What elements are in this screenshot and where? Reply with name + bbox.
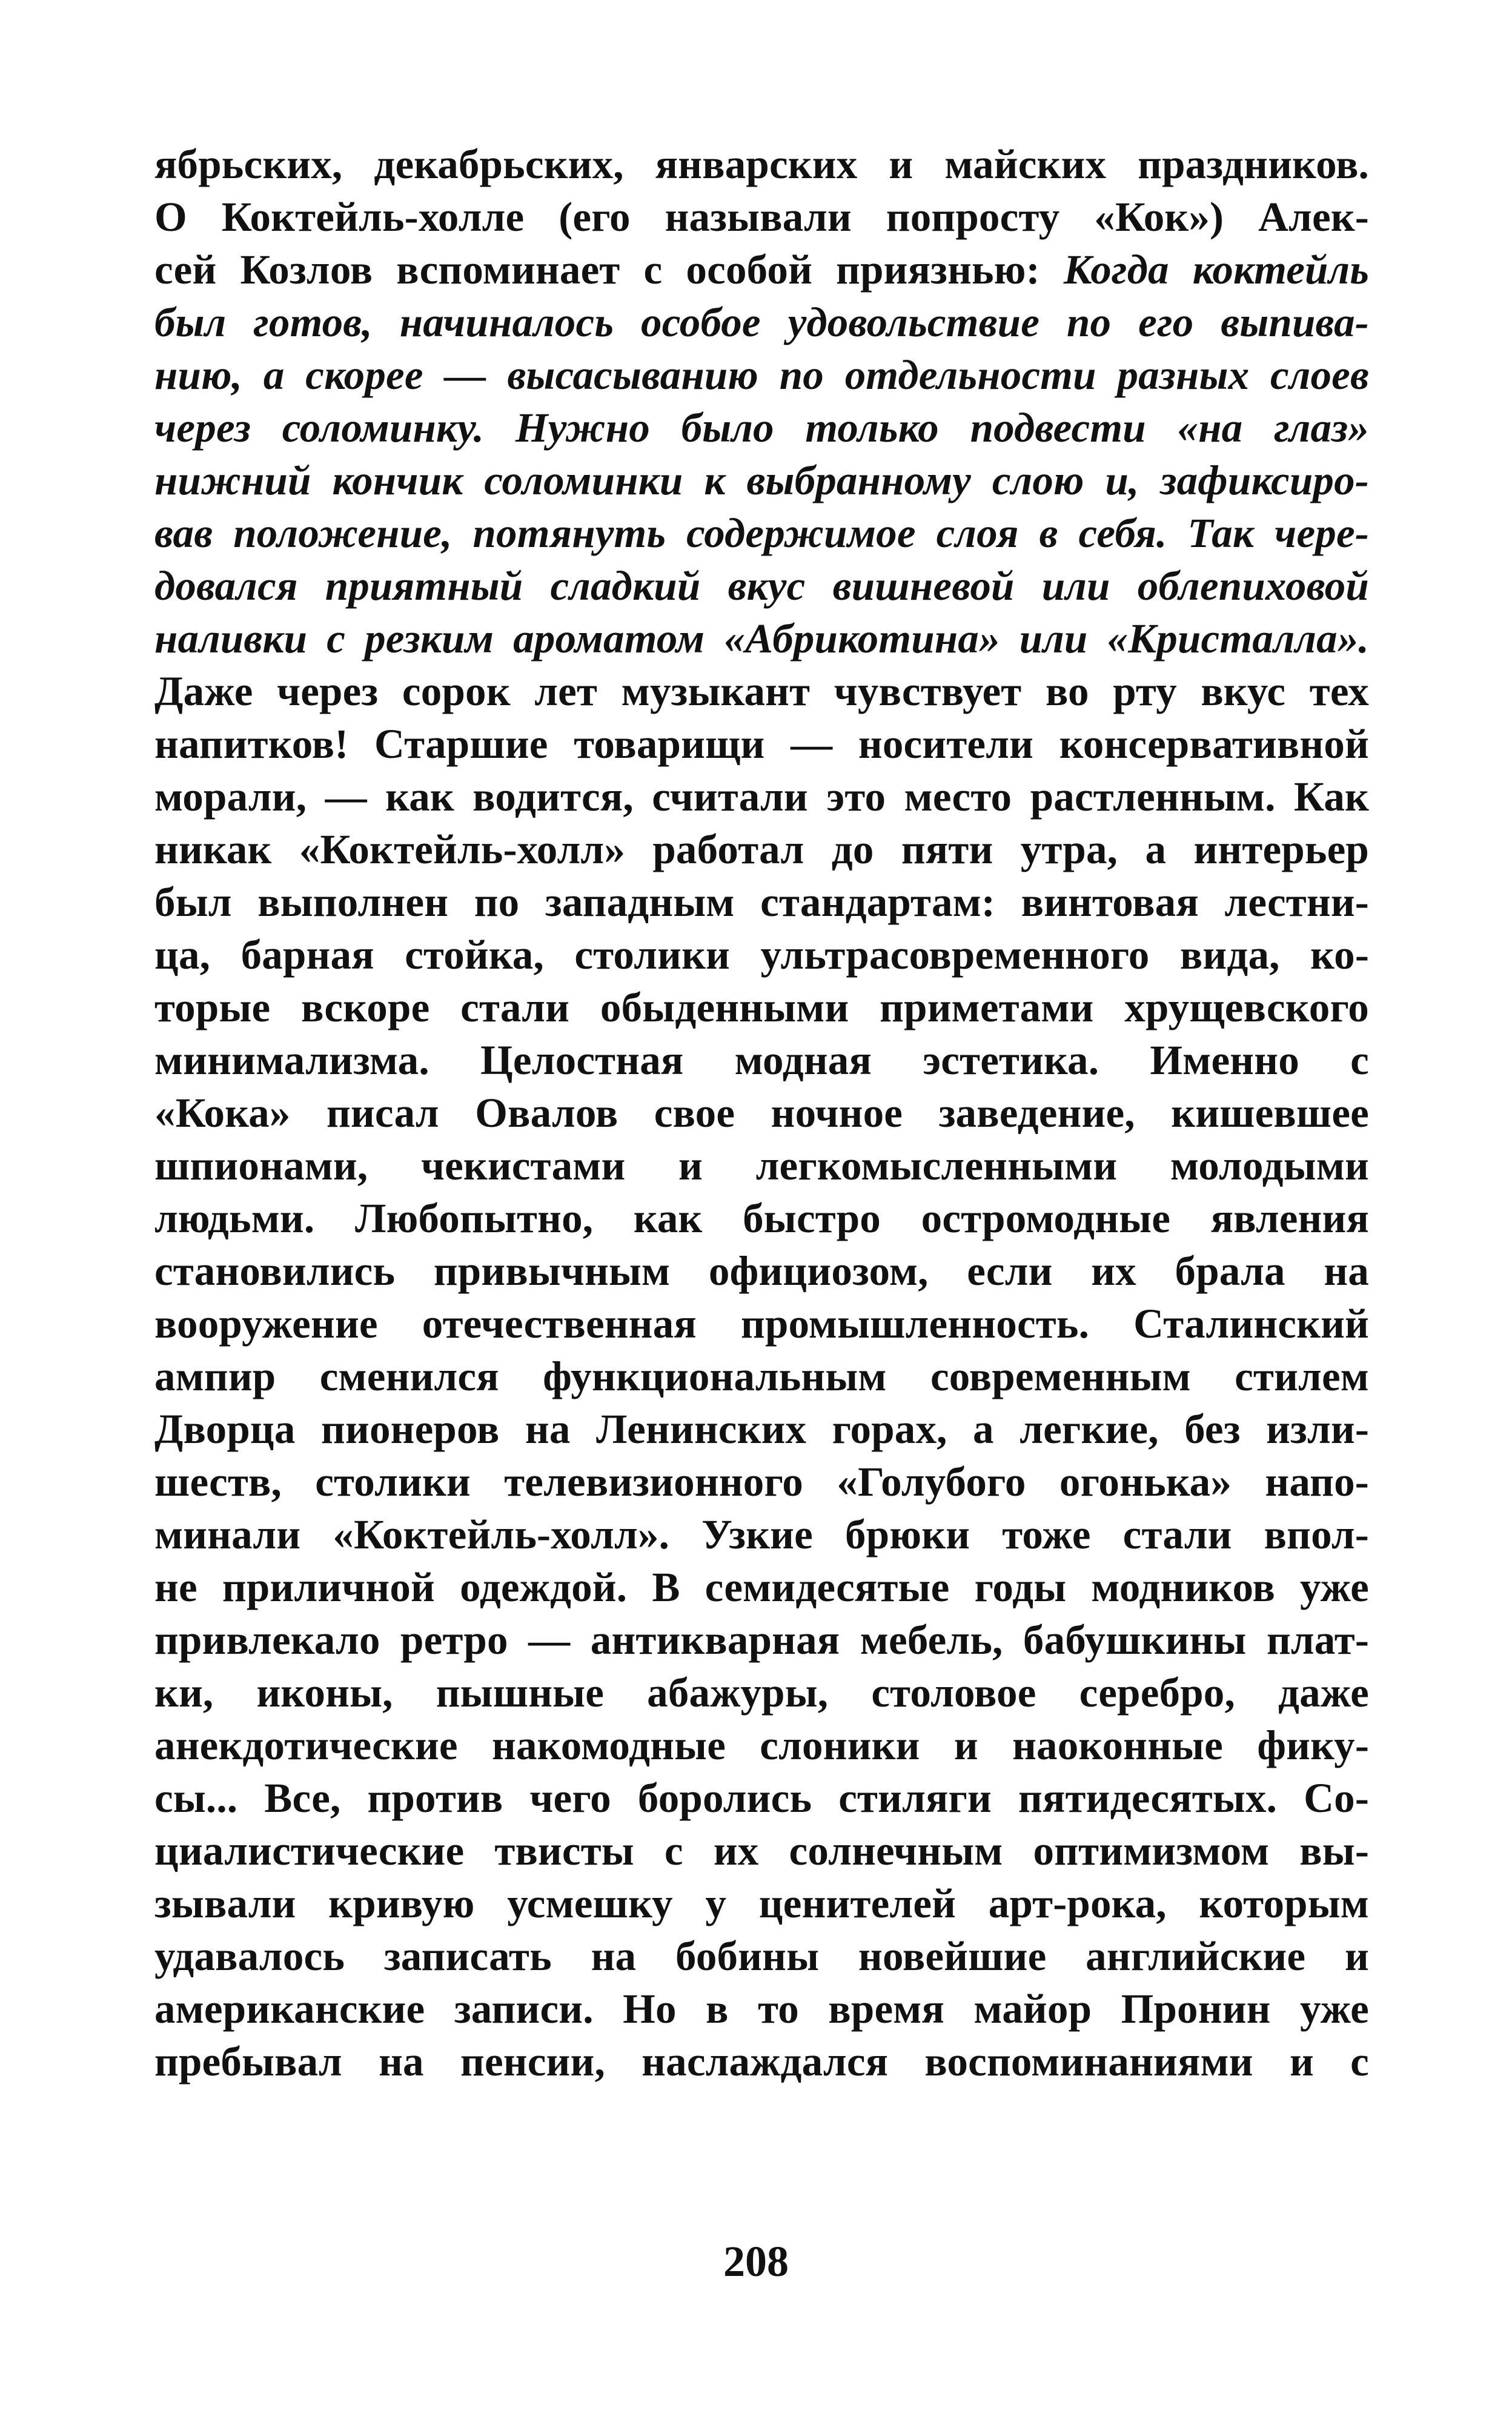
text-line: [154, 1508, 1369, 1561]
text-segment: Дворца пионеров на Ленинских горах, а легкие, без изли-: [154, 1406, 1369, 1452]
text-segment: удавалось записать на бобины новейшие английские и: [154, 1933, 1369, 1979]
text-line: [154, 665, 1369, 718]
page-number: 208: [723, 2237, 789, 2286]
text-line: [154, 612, 1369, 665]
italic-quote-segment: был готов, начиналось особое удовольствие по его выпива-: [154, 299, 1369, 345]
text-segment: «Кока» писал Овалов свое ночное заведение, кишевшее: [154, 1090, 1369, 1136]
text-segment: торые вскоре стали обыденными приметами хрущевского: [154, 984, 1369, 1030]
text-line: [154, 138, 1369, 191]
text-segment: был выполнен по западным стандартам: винтовая лестни-: [154, 879, 1369, 925]
text-line: [154, 1877, 1369, 1930]
text-line: [154, 1667, 1369, 1719]
text-segment: никак «Коктейль-холл» работал до пяти утра, а интерьер: [154, 826, 1369, 872]
text-line: [154, 507, 1369, 560]
text-line: [154, 1719, 1369, 1772]
text-line: [154, 1403, 1369, 1456]
italic-quote-segment: вав положение, потянуть содержимое слоя в себя. Так чере-: [154, 510, 1369, 556]
text-line: [154, 1087, 1369, 1139]
text-line: [154, 823, 1369, 876]
text-line: [154, 929, 1369, 981]
text-segment: шеств, столики телевизионного «Голубого огонька» напо-: [154, 1459, 1369, 1505]
text-segment: пребывал на пенсии, наслаждался воспоминаниями и с: [154, 2038, 1369, 2085]
text-segment: циалистические твисты с их солнечным оптимизмом вы-: [154, 1828, 1369, 1874]
text-line: [154, 981, 1369, 1034]
text-segment: напитков! Старшие товарищи — носители консервативной: [154, 721, 1369, 767]
text-segment: шпионами, чекистами и легкомысленными молодыми: [154, 1143, 1369, 1189]
text-line: [154, 244, 1369, 296]
italic-quote-segment: через соломинку. Нужно было только подвести «на глаз»: [154, 405, 1369, 451]
text-line: [154, 876, 1369, 929]
text-segment: сы... Все, против чего боролись стиляги пятидесятых. Со-: [154, 1775, 1369, 1821]
text-segment: морали, — как водится, считали это место растленным. Как: [154, 774, 1369, 820]
text-segment: ки, иконы, пышные абажуры, столовое серебро, даже: [154, 1670, 1369, 1716]
text-line: [154, 560, 1369, 612]
text-segment: американские записи. Но в то время майор Пронин уже: [154, 1986, 1369, 2032]
text-line: [154, 1561, 1369, 1614]
text-line: [154, 1298, 1369, 1350]
text-segment: людьми. Любопытно, как быстро остромодные явления: [154, 1195, 1369, 1241]
text-segment: вооружение отечественная промышленность. Сталинский: [154, 1301, 1369, 1347]
text-segment: зывали кривую усмешку у ценителей арт-рока, которым: [154, 1880, 1369, 1926]
text-segment: сей Козлов вспоминает с особой приязнью:: [154, 247, 1064, 293]
text-line: [154, 1930, 1369, 1983]
text-segment: анекдотические накомодные слоники и наоконные фику-: [154, 1722, 1369, 1768]
text-segment: минимализма. Целостная модная эстетика. Именно с: [154, 1037, 1369, 1083]
text-line: [154, 1456, 1369, 1508]
italic-quote-segment: Когда коктейль: [1063, 247, 1369, 293]
text-line: [154, 2035, 1369, 2088]
text-line: [154, 402, 1369, 454]
text-segment: становились привычным официозом, если их брала на: [154, 1248, 1369, 1294]
text-line: [154, 771, 1369, 823]
text-segment: не приличной одеждой. В семидесятые годы модников уже: [154, 1564, 1369, 1610]
text-segment: ампир сменился функциональным современным стилем: [154, 1353, 1369, 1399]
text-segment: привлекало ретро — антикварная мебель, бабушкины плат-: [154, 1617, 1369, 1663]
text-line: [154, 1139, 1369, 1192]
text-line: [154, 1825, 1369, 1877]
text-line: [154, 1192, 1369, 1245]
italic-quote-segment: нию, а скорее — высасыванию по отдельности разных слоев: [154, 352, 1369, 398]
text-segment: О Коктейль-холле (его называли попросту «Кок») Алек-: [154, 194, 1369, 240]
italic-quote-segment: наливки с резким ароматом «Абрикотина» или «Кристалла».: [154, 615, 1369, 662]
text-line: [154, 1350, 1369, 1403]
text-line: [154, 191, 1369, 244]
text-segment: минали «Коктейль-холл». Узкие брюки тоже стали впол-: [154, 1511, 1369, 1557]
text-segment: ца, барная стойка, столики ультрасовременного вида, ко-: [154, 932, 1369, 978]
italic-quote-segment: нижний кончик соломинки к выбранному слою и, зафиксиро-: [154, 457, 1369, 503]
body-text: [154, 138, 1369, 2088]
text-line: [154, 1034, 1369, 1087]
text-line: [154, 1772, 1369, 1825]
text-line: [154, 1245, 1369, 1298]
text-segment: Даже через сорок лет музыкант чувствует во рту вкус тех: [154, 668, 1369, 714]
text-line: [154, 296, 1369, 349]
text-line: [154, 718, 1369, 771]
text-segment: ябрьских, декабрьских, январских и майских праздников.: [154, 141, 1369, 187]
text-line: [154, 1614, 1369, 1667]
text-line: [154, 1983, 1369, 2035]
text-line: [154, 349, 1369, 402]
text-line: [154, 454, 1369, 507]
italic-quote-segment: довался приятный сладкий вкус вишневой или облепиховой: [154, 563, 1369, 609]
